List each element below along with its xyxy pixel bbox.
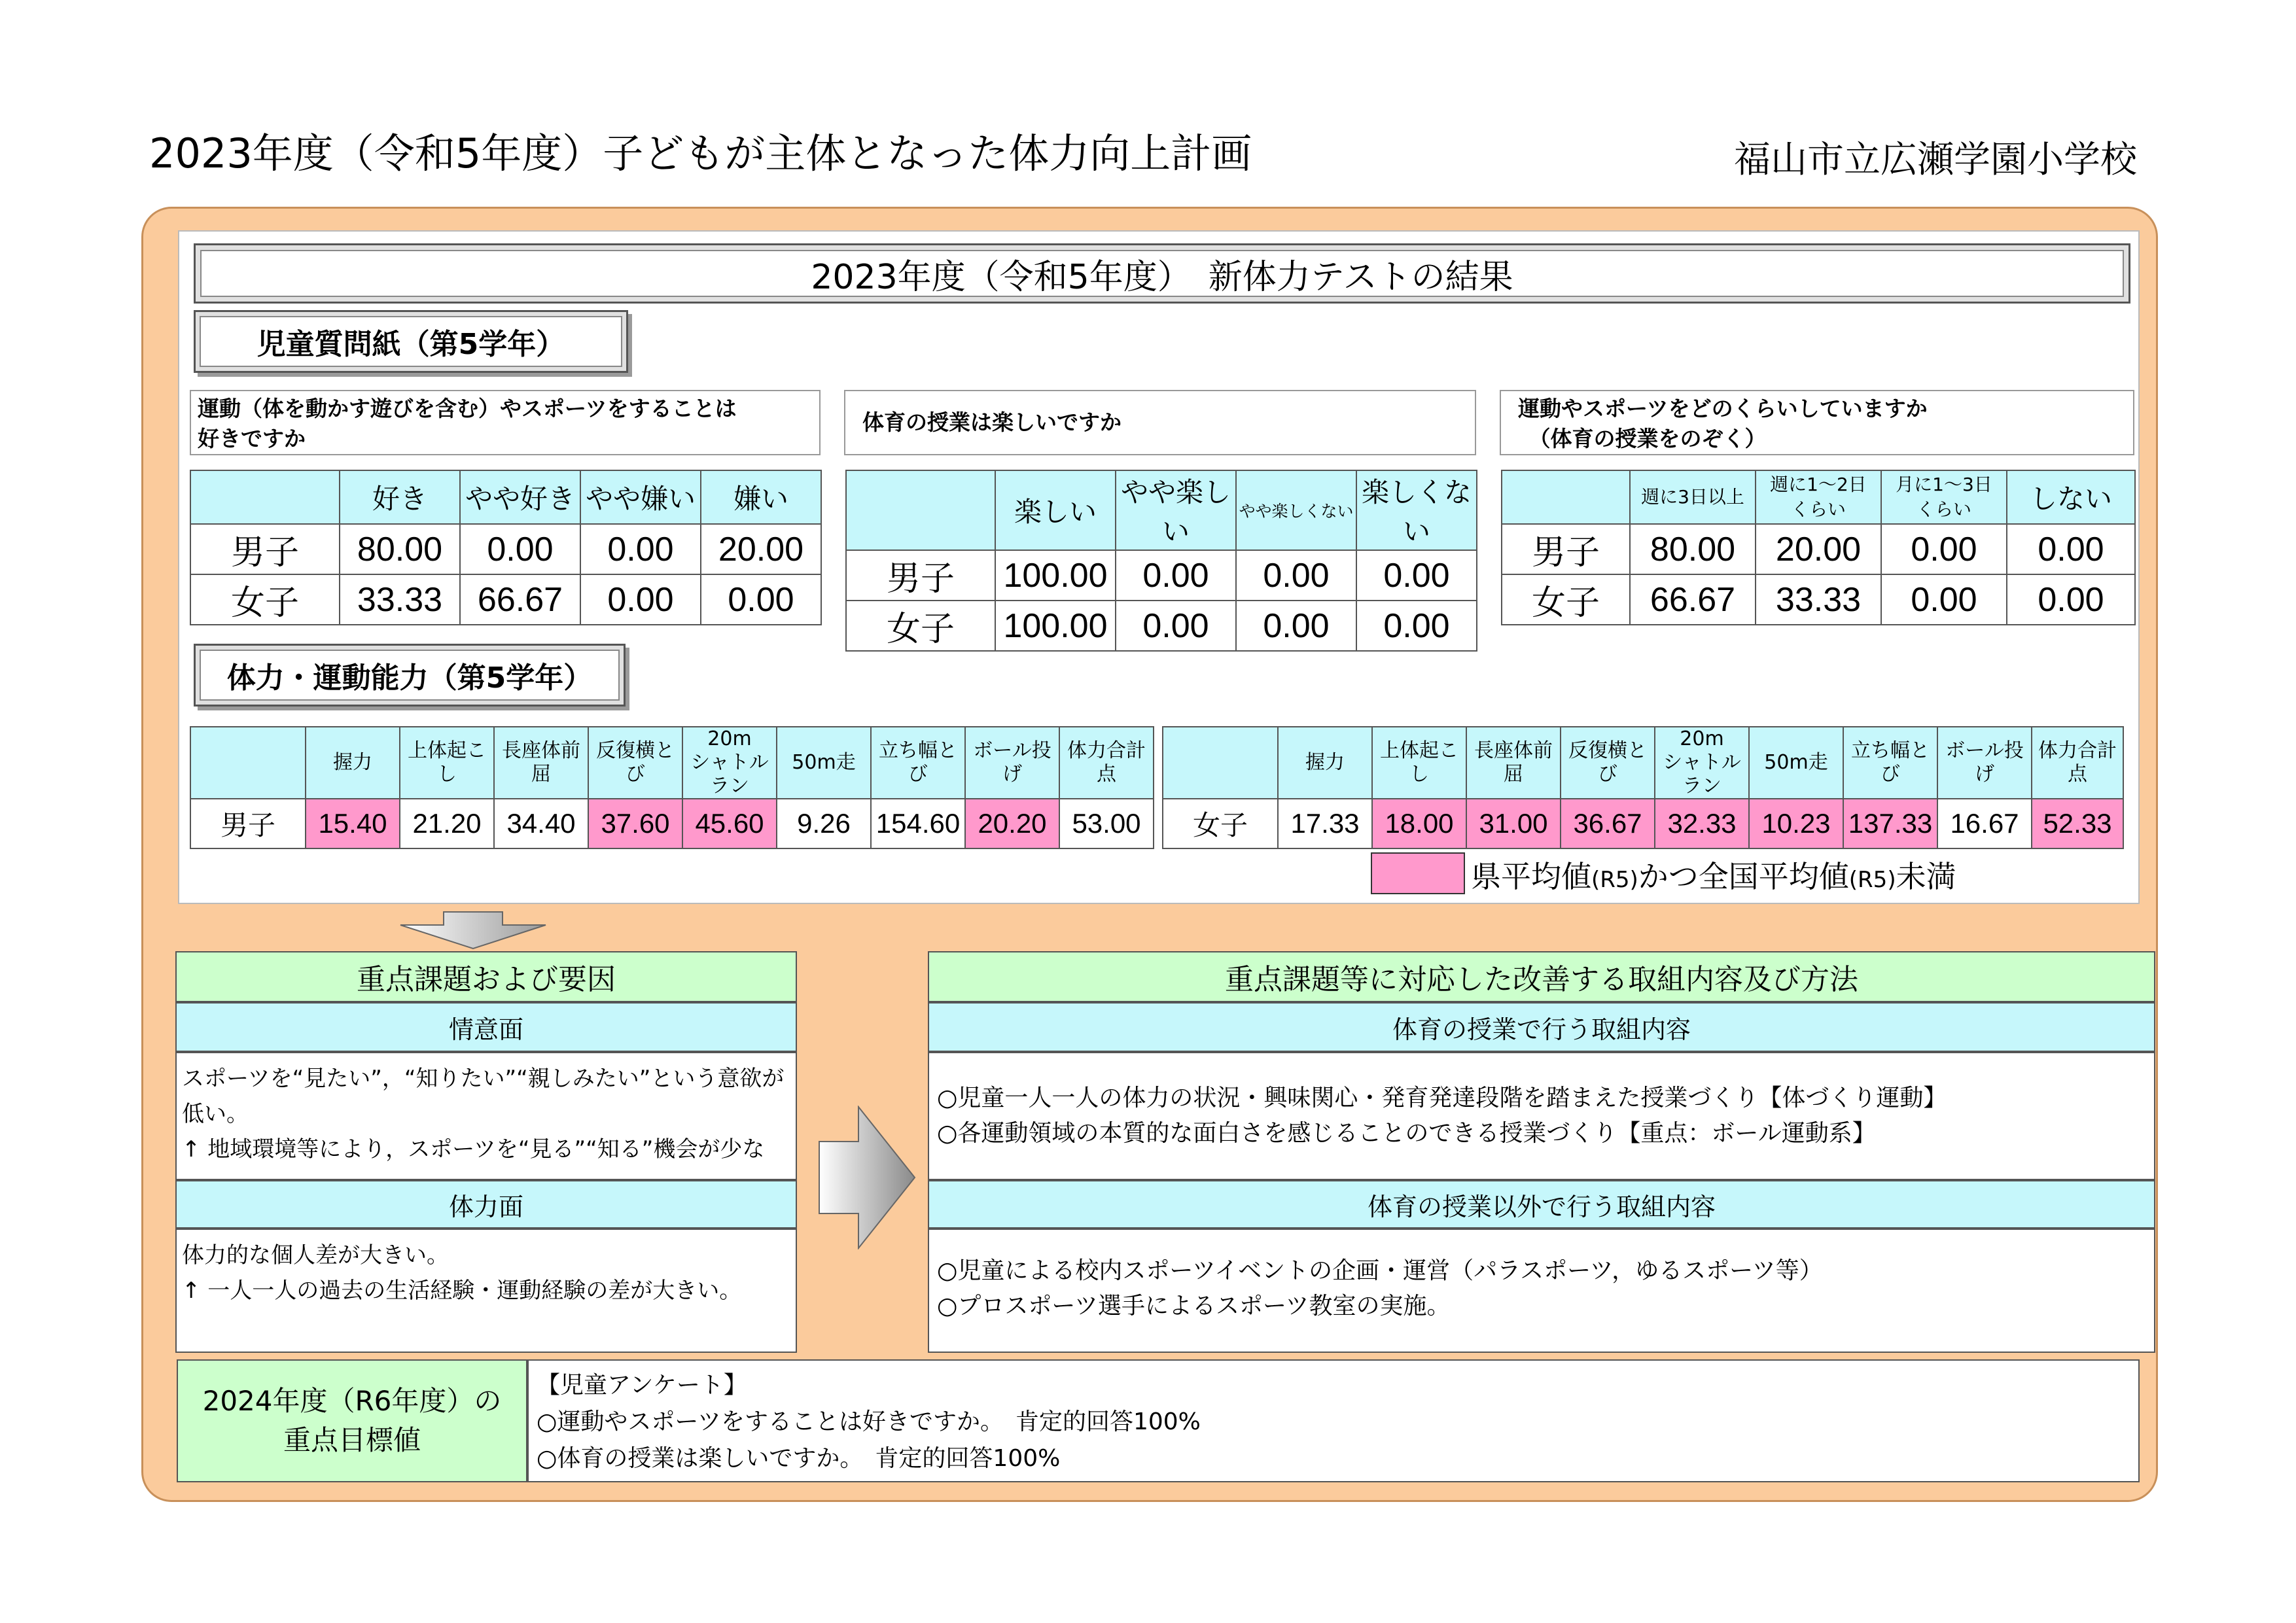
header-total: 体力合計点 [1059, 727, 1154, 799]
header-blank [1502, 470, 1630, 524]
cell-value: 0.00 [2007, 574, 2135, 625]
cell-situps: 18.00 [1372, 799, 1466, 848]
fitness-section-title: 体力・運動能力（第5学年） [194, 644, 626, 707]
header-like: 好き [340, 470, 460, 524]
legend-r5-a: (R5) [1591, 867, 1638, 893]
cell-value: 66.67 [1630, 574, 1756, 625]
cell-value: 0.00 [2007, 524, 2135, 574]
table-row [1163, 799, 2123, 848]
header-blank [190, 470, 340, 524]
row-label: 女子 [1163, 799, 1278, 848]
header-50m: 50m走 [1749, 727, 1843, 799]
cell-value: 0.00 [1116, 550, 1236, 601]
cell-value: 0.00 [460, 524, 580, 574]
cell-side-step: 36.67 [1561, 799, 1655, 848]
header-monthly: 月に1～3日 くらい [1881, 470, 2007, 524]
cell-value: 20.00 [1756, 524, 1881, 574]
row-label: 男子 [846, 550, 995, 601]
header-blank [846, 470, 995, 550]
legend-end: 未満 [1896, 859, 1956, 894]
header-long-jump: 立ち幅とび [1843, 727, 1937, 799]
questionnaire-section-title: 児童質問紙（第5学年） [194, 310, 628, 373]
cell-value: 0.00 [580, 524, 701, 574]
cell-total: 52.33 [2032, 799, 2123, 848]
header-3-days-plus: 週に3日以上 [1630, 470, 1756, 524]
row-label: 女子 [846, 601, 995, 651]
header-shuttle-run: 20m シャトルラン [682, 727, 777, 799]
question-3-text: 運動やスポーツをどのくらいしていますか （体育の授業をのぞく） [1500, 390, 2134, 455]
table-row [846, 550, 1477, 601]
header-blank [190, 727, 306, 799]
results-banner: 2023年度（令和5年度） 新体力テストの結果 [194, 243, 2130, 304]
cell-value: 0.00 [1356, 550, 1477, 601]
cell-value: 0.00 [580, 574, 701, 625]
row-label: 男子 [190, 799, 306, 848]
physical-body: 体力的な個人差が大きい。 ↑ 一人一人の過去の生活経験・運動経験の差が大きい。 [175, 1229, 797, 1353]
table-row [1502, 524, 2135, 574]
legend-main: 県平均値 [1471, 859, 1591, 894]
header-blank [1163, 727, 1278, 799]
table-row [846, 601, 1477, 651]
header-1-2-days: 週に1～2日 くらい [1756, 470, 1881, 524]
header-side-step: 反復横とび [588, 727, 682, 799]
cell-value: 80.00 [1630, 524, 1756, 574]
legend-text [1471, 853, 1956, 896]
question-2-table [845, 470, 1477, 652]
cell-50m: 10.23 [1749, 799, 1843, 848]
cell-value: 0.00 [1116, 601, 1236, 651]
question-3-table [1501, 470, 2136, 625]
header-none: しない [2007, 470, 2135, 524]
cell-grip: 15.40 [306, 799, 400, 848]
row-label: 女子 [1502, 574, 1630, 625]
other-measures-title: 体育の授業以外で行う取組内容 [928, 1180, 2155, 1229]
school-name: 福山市立広瀬学園小学校 [1734, 139, 2137, 181]
pe-measures-body: ○児童一人一人の体力の状況・興味関心・発育発達段階を踏まえた授業づくり【体づくり運動】 ○各運動領域の本質的な面白さを感じることのできる授業づくり【重点：ボール運動系】 [928, 1052, 2155, 1180]
header-somewhat-dislike: やや嫌い [580, 470, 701, 524]
header-shuttle-run: 20m シャトルラン [1655, 727, 1749, 799]
girls-fitness-table [1162, 726, 2124, 849]
header-dislike: 嫌い [701, 470, 821, 524]
cell-sit-reach: 31.00 [1466, 799, 1561, 848]
header-50m: 50m走 [777, 727, 871, 799]
header-long-jump: 立ち幅とび [871, 727, 965, 799]
down-arrow-icon [398, 911, 548, 950]
cell-total: 53.00 [1059, 799, 1154, 848]
header-sit-reach: 長座体前屈 [1466, 727, 1561, 799]
cell-50m: 9.26 [777, 799, 871, 848]
cell-ball-throw: 16.67 [1937, 799, 2032, 848]
cell-value: 0.00 [701, 574, 821, 625]
table-row [190, 799, 1154, 848]
cell-value: 0.00 [1881, 574, 2007, 625]
cell-value: 20.00 [701, 524, 821, 574]
cell-grip: 17.33 [1278, 799, 1372, 848]
row-label: 男子 [1502, 524, 1630, 574]
header-somewhat-like: やや好き [460, 470, 580, 524]
cell-value: 0.00 [1356, 601, 1477, 651]
boys-fitness-table [190, 726, 1154, 849]
header-somewhat-not-fun: やや楽しくない [1236, 470, 1356, 550]
header-grip: 握力 [1278, 727, 1372, 799]
pe-measures-title: 体育の授業で行う取組内容 [928, 1002, 2155, 1052]
cell-situps: 21.20 [400, 799, 494, 848]
header-situps: 上体起こし [400, 727, 494, 799]
cell-value: 0.00 [1236, 550, 1356, 601]
legend-swatch [1371, 852, 1465, 894]
question-1-text: 運動（体を動かす遊びを含む）やスポーツをすることは 好きですか [190, 390, 821, 455]
goal-body: 【児童アンケート】 ○運動やスポーツをすることは好きですか。 肯定的回答100% ○体育の授業は楽しいですか。 肯定的回答100% [527, 1359, 2140, 1482]
cell-value: 100.00 [995, 550, 1116, 601]
header-ball-throw: ボール投げ [1937, 727, 2032, 799]
right-arrow-icon [818, 1106, 916, 1249]
question-2-text: 体育の授業は楽しいですか [844, 390, 1476, 455]
header-somewhat-fun: やや楽しい [1116, 470, 1236, 550]
row-label: 男子 [190, 524, 340, 574]
header-side-step: 反復横とび [1561, 727, 1655, 799]
cell-value: 33.33 [1756, 574, 1881, 625]
cell-shuttle-run: 32.33 [1655, 799, 1749, 848]
cell-value: 33.33 [340, 574, 460, 625]
cell-shuttle-run: 45.60 [682, 799, 777, 848]
other-measures-body: ○児童による校内スポーツイベントの企画・運営（パラスポーツ，ゆるスポーツ等） ○プロスポーツ選手によるスポーツ教室の実施。 [928, 1229, 2155, 1353]
cell-value: 100.00 [995, 601, 1116, 651]
header-not-fun: 楽しくない [1356, 470, 1477, 550]
issues-title: 重点課題および要因 [175, 951, 797, 1002]
cell-value: 66.67 [460, 574, 580, 625]
cell-long-jump: 154.60 [871, 799, 965, 848]
header-grip: 握力 [306, 727, 400, 799]
legend-r5-b: (R5) [1848, 867, 1896, 893]
measures-title: 重点課題等に対応した改善する取組内容及び方法 [928, 951, 2155, 1002]
emotional-title: 情意面 [175, 1002, 797, 1052]
cell-long-jump: 137.33 [1843, 799, 1937, 848]
page-title: 2023年度（令和5年度）子どもが主体となった体力向上計画 [149, 130, 1252, 177]
goal-label: 2024年度（R6年度）の 重点目標値 [177, 1359, 527, 1482]
emotional-body: スポーツを“見たい”，“知りたい”“親しみたい”という意欲が低い。 ↑ 地域環境等により，スポーツを“見る”“知る”機会が少な [175, 1052, 797, 1180]
legend-mid: かつ全国平均値 [1638, 859, 1849, 894]
table-row [1502, 574, 2135, 625]
header-sit-reach: 長座体前屈 [494, 727, 588, 799]
table-row [190, 574, 821, 625]
header-fun: 楽しい [995, 470, 1116, 550]
header-total: 体力合計点 [2032, 727, 2123, 799]
table-row [190, 524, 821, 574]
header-situps: 上体起こし [1372, 727, 1466, 799]
header-ball-throw: ボール投げ [965, 727, 1059, 799]
cell-side-step: 37.60 [588, 799, 682, 848]
question-1-table [190, 470, 822, 625]
cell-value: 0.00 [1236, 601, 1356, 651]
row-label: 女子 [190, 574, 340, 625]
cell-sit-reach: 34.40 [494, 799, 588, 848]
cell-value: 80.00 [340, 524, 460, 574]
cell-ball-throw: 20.20 [965, 799, 1059, 848]
cell-value: 0.00 [1881, 524, 2007, 574]
physical-title: 体力面 [175, 1180, 797, 1229]
